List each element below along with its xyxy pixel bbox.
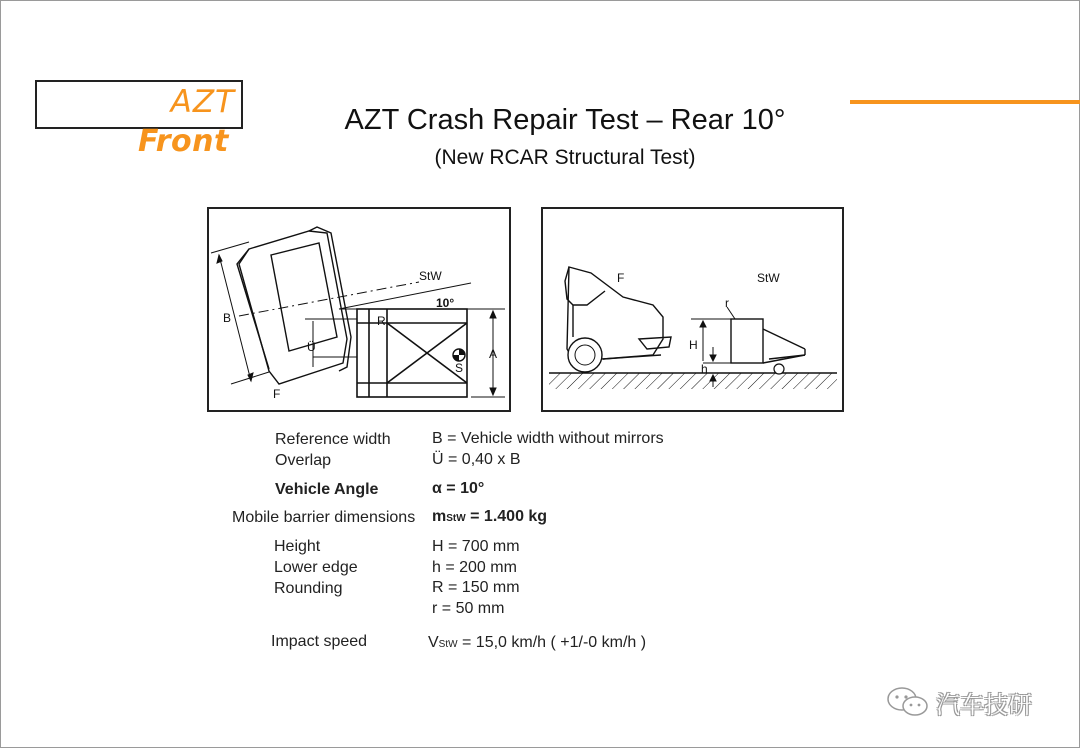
label-stw: StW <box>757 271 780 285</box>
ground-hatching <box>549 373 837 389</box>
spec-value-height: H = 700 mm <box>432 538 520 555</box>
dimension-a <box>471 309 505 397</box>
top-view-diagram <box>207 207 511 412</box>
watermark-text: 汽车技研 <box>936 690 1032 719</box>
page-title: AZT Crash Repair Test – Rear 10° <box>344 104 786 136</box>
label-f: F <box>617 271 625 285</box>
spec-label-vehicle-angle: Vehicle Angle <box>275 481 379 498</box>
logo-front-text: Front <box>138 124 229 159</box>
vehicle-wheel <box>568 338 602 372</box>
spec-label-lower-edge: Lower edge <box>274 559 358 576</box>
spec-value-rounding-small: r = 50 mm <box>432 600 505 617</box>
label-angle: 10° <box>436 296 455 310</box>
mass-symbol: m <box>432 508 447 525</box>
spec-label-impact-speed: Impact speed <box>271 633 368 650</box>
label-r: R <box>377 314 386 328</box>
spec-value-rounding: R = 150 mm <box>432 579 520 596</box>
barrier-wheel <box>774 364 784 374</box>
spec-label-overlap: Overlap <box>275 452 332 469</box>
spec-value-mobile-barrier <box>432 508 547 526</box>
mass-subscript: StW <box>446 513 466 524</box>
spec-label-height: Height <box>274 538 321 555</box>
spec-value-lower-edge: h = 200 mm <box>432 559 517 576</box>
label-f: F <box>273 387 281 401</box>
mobile-barrier <box>731 319 805 363</box>
wechat-icon <box>886 685 930 719</box>
spec-label-mobile-barrier: Mobile barrier dimensions <box>232 509 416 526</box>
label-h-upper: H <box>689 338 698 352</box>
speed-value: = 15,0 km/h ( +1/-0 km/h ) <box>457 634 647 651</box>
label-r-small: r <box>725 296 729 310</box>
watermark <box>886 682 1032 722</box>
speed-subscript: StW <box>438 639 458 650</box>
label-a: A <box>489 347 498 361</box>
logo-azt-text: AZT <box>170 84 235 120</box>
label-b: B <box>223 311 232 325</box>
spec-value-reference-width: B = Vehicle width without mirrors <box>432 430 664 447</box>
spec-value-overlap: Ü = 0,40 x B <box>432 451 521 468</box>
speed-symbol: V <box>428 634 439 651</box>
spec-value-vehicle-angle: α = 10° <box>432 480 485 497</box>
spec-label-rounding: Rounding <box>274 580 343 597</box>
label-stw: StW <box>419 269 442 283</box>
spec-value-impact-speed <box>428 634 646 652</box>
page-subtitle: (New RCAR Structural Test) <box>434 146 696 169</box>
spec-label-reference-width: Reference width <box>275 431 391 448</box>
label-h-lower: h <box>701 362 708 376</box>
side-view-svg <box>543 209 842 410</box>
barrier-frame <box>357 309 467 397</box>
side-view-diagram <box>541 207 844 412</box>
top-view-svg <box>209 209 509 410</box>
mass-value: = 1.400 kg <box>465 508 548 525</box>
label-s: S <box>455 361 464 375</box>
angle-lines <box>339 283 479 309</box>
label-u: Ü <box>307 340 316 354</box>
